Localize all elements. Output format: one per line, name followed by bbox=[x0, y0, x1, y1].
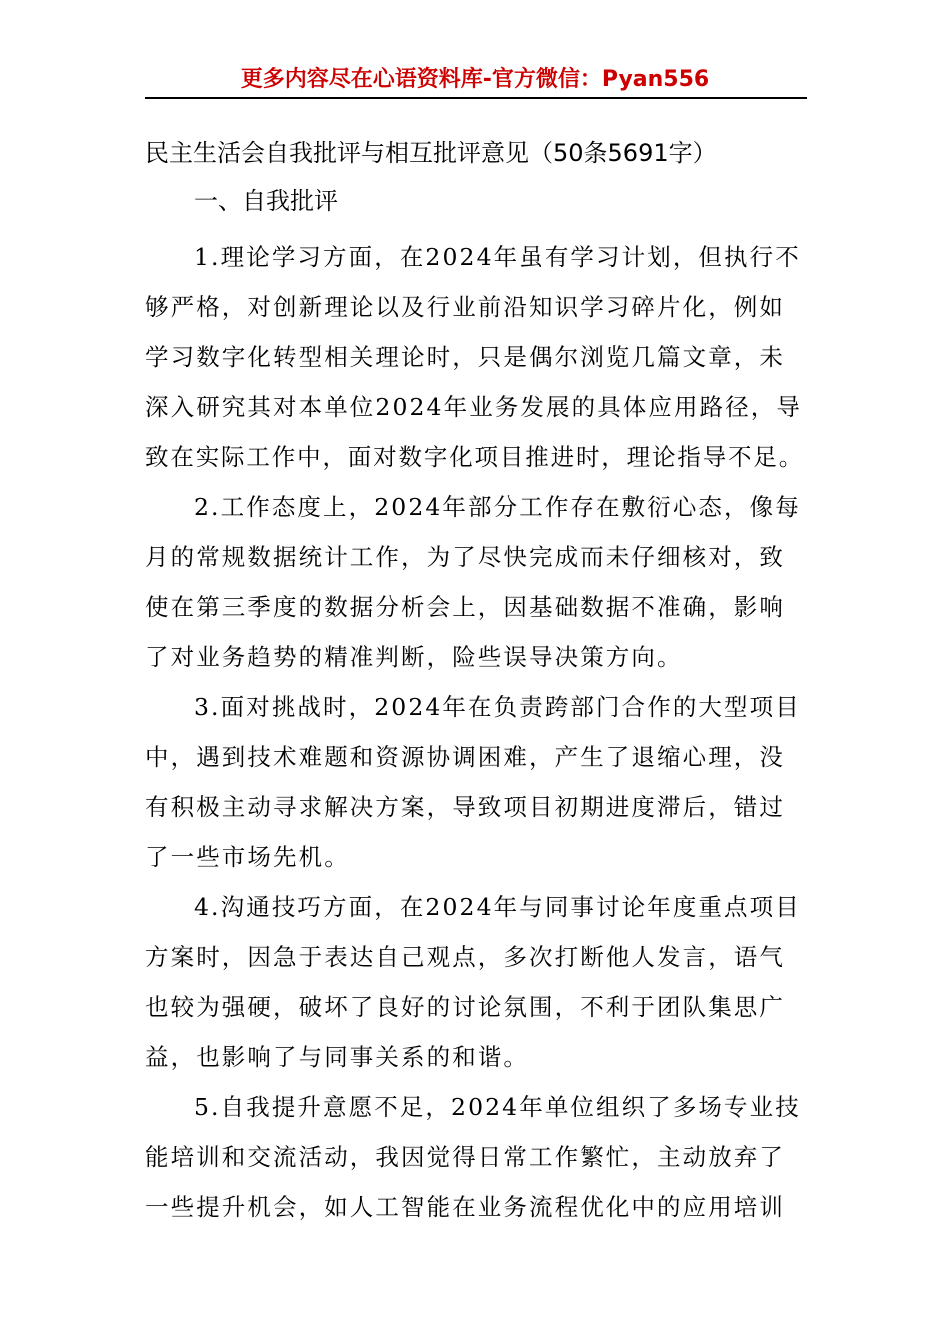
header-text: 更多内容尽在心语资料库-官方微信：Pyan556 bbox=[240, 67, 710, 92]
paragraph-line: 4.沟通技巧方面，在2024年与同事讨论年度重点项目 bbox=[194, 893, 801, 921]
paragraph-line: 月的常规数据统计工作，为了尽快完成而未仔细核对，致 bbox=[145, 543, 785, 571]
header-divider bbox=[145, 97, 807, 99]
paragraph-line: 学习数字化转型相关理论时，只是偶尔浏览几篇文章，未 bbox=[145, 343, 785, 371]
paragraph bbox=[145, 1082, 807, 1232]
paragraph-line: 3.面对挑战时，2024年在负责跨部门合作的大型项目 bbox=[194, 693, 801, 721]
paragraph bbox=[145, 232, 807, 482]
paragraph-line: 2.工作态度上，2024年部分工作存在敷衍心态，像每 bbox=[194, 493, 801, 521]
paragraph-line: 使在第三季度的数据分析会上，因基础数据不准确，影响 bbox=[145, 593, 785, 621]
paragraph-line: 了对业务趋势的精准判断，险些误导决策方向。 bbox=[145, 643, 683, 671]
paragraph-line: 一些提升机会，如人工智能在业务流程优化中的应用培训 bbox=[145, 1193, 785, 1221]
paragraph-line: 够严格，对创新理论以及行业前沿知识学习碎片化，例如 bbox=[145, 293, 785, 321]
paragraph bbox=[145, 882, 807, 1082]
paragraph-line: 方案时，因急于表达自己观点，多次打断他人发言，语气 bbox=[145, 943, 785, 971]
paragraph-line: 中，遇到技术难题和资源协调困难，产生了退缩心理，没 bbox=[145, 743, 785, 771]
paragraph-line: 也较为强硬，破坏了良好的讨论氛围，不利于团队集思广 bbox=[145, 993, 785, 1021]
paragraph-line: 益，也影响了与同事关系的和谐。 bbox=[145, 1043, 529, 1071]
paragraph-line: 1.理论学习方面，在2024年虽有学习计划，但执行不 bbox=[194, 243, 801, 271]
section-heading: 一、自我批评 bbox=[194, 187, 338, 215]
paragraph-line: 致在实际工作中，面对数字化项目推进时，理论指导不足。 bbox=[145, 443, 805, 471]
paragraph-line: 能培训和交流活动，我因觉得日常工作繁忙，主动放弃了 bbox=[145, 1143, 785, 1171]
paragraph bbox=[145, 682, 807, 882]
document-title: 民主生活会自我批评与相互批评意见（50条5691字） bbox=[145, 139, 717, 167]
page-header bbox=[145, 62, 805, 98]
paragraph-line: 有积极主动寻求解决方案，导致项目初期进度滞后，错过 bbox=[145, 793, 785, 821]
paragraph-line: 5.自我提升意愿不足，2024年单位组织了多场专业技 bbox=[194, 1093, 801, 1121]
paragraph-line: 深入研究其对本单位2024年业务发展的具体应用路径，导 bbox=[145, 393, 803, 421]
document-body bbox=[145, 232, 807, 1232]
paragraph bbox=[145, 482, 807, 682]
paragraph-line: 了一些市场先机。 bbox=[145, 843, 350, 871]
